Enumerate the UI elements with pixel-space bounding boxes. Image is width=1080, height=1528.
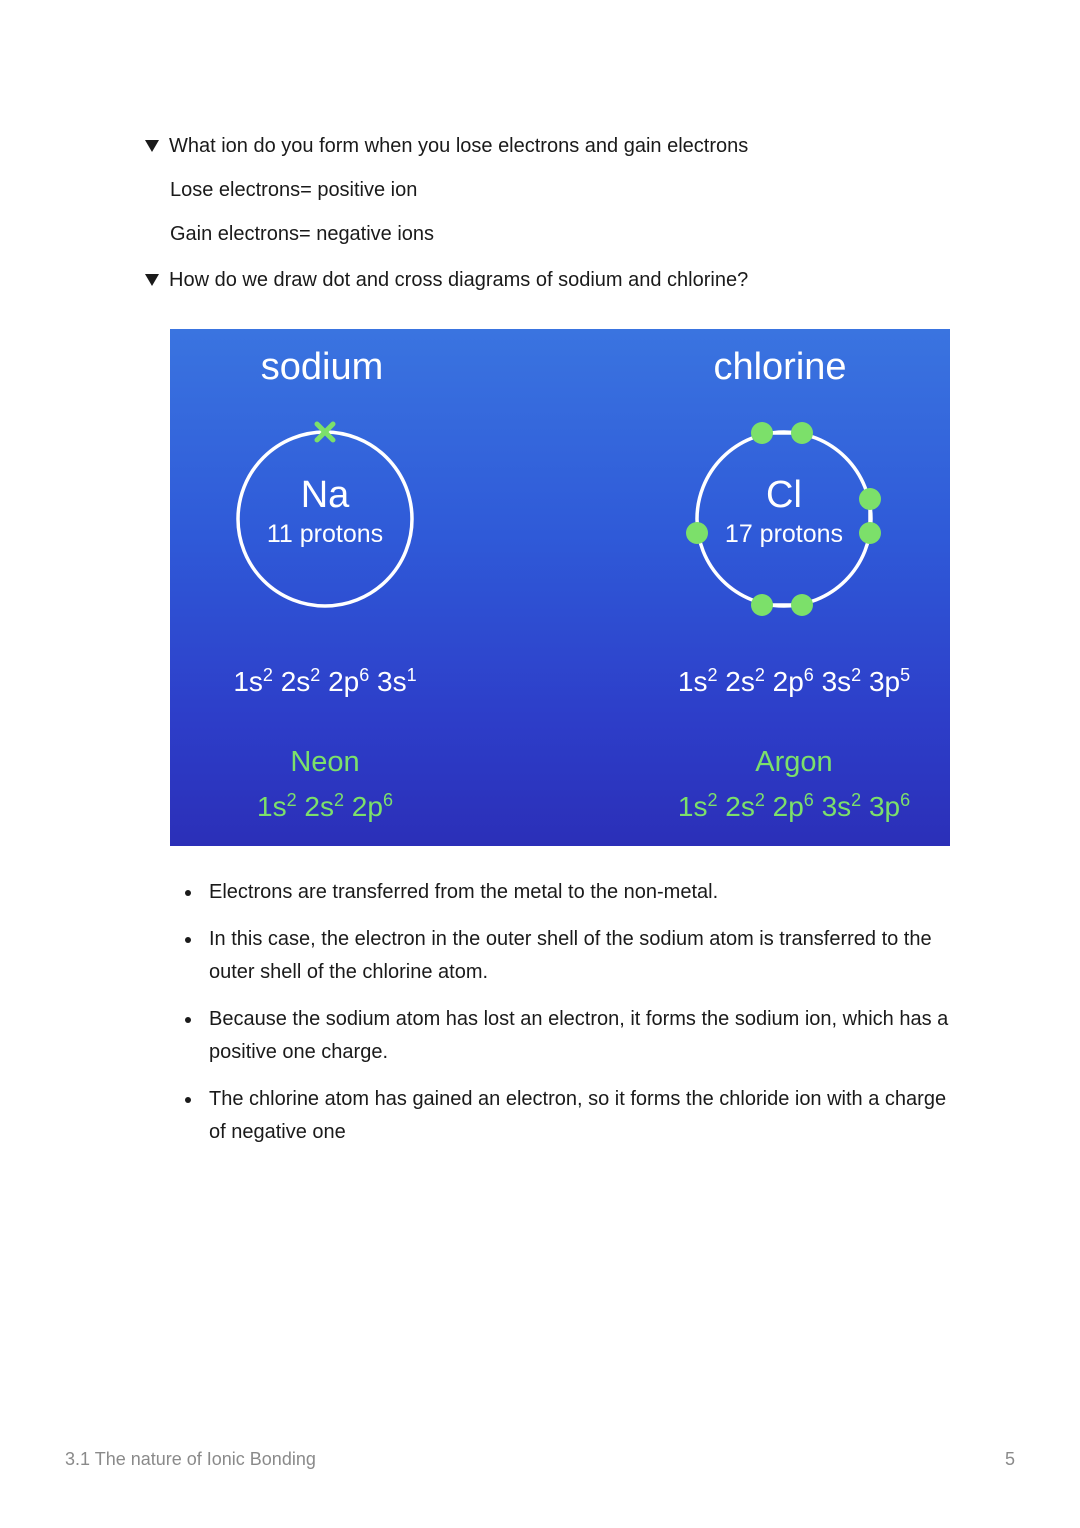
- chlorine-shell: [697, 432, 871, 606]
- atom-name-chlorine: chlorine: [713, 346, 847, 388]
- config-superscript: 2: [851, 790, 862, 810]
- answer-line: Lose electrons= positive ion: [170, 179, 418, 201]
- config-term: 2p: [344, 791, 383, 822]
- config-superscript: 6: [382, 790, 393, 810]
- electron-dot: [791, 594, 813, 616]
- config-neon: [257, 790, 393, 822]
- protons-cl: 17 protons: [724, 520, 844, 548]
- config-term: 3p: [861, 666, 901, 697]
- config-term: 2p: [320, 666, 360, 697]
- toggle-question: How do we draw dot and cross diagrams of sodium and chlorine?: [169, 269, 749, 291]
- toggle-triangle-icon[interactable]: [145, 274, 159, 286]
- toggle-question: What ion do you form when you lose electrons and gain electrons: [169, 135, 749, 157]
- config-superscript: 2: [707, 665, 718, 685]
- electron-dot: [751, 594, 773, 616]
- electron-dot: [859, 522, 881, 544]
- dot-cross-diagram-image: [170, 329, 950, 846]
- symbol-na: Na: [300, 474, 350, 516]
- page-number: 5: [1004, 1449, 1015, 1469]
- atom-name-sodium: sodium: [260, 346, 384, 388]
- config-superscript: 5: [900, 665, 911, 685]
- config-term: 1s: [257, 791, 287, 822]
- noble-name-argon: Argon: [755, 746, 833, 778]
- list-item: Electrons are transferred from the metal to the non-metal.: [185, 876, 955, 909]
- config-sodium: [233, 665, 416, 697]
- electron-dot: [859, 488, 881, 510]
- toggle-triangle-icon[interactable]: [145, 140, 159, 152]
- config-superscript: 2: [262, 665, 273, 685]
- config-term: 2p: [764, 791, 804, 822]
- toggle-dot-cross[interactable]: [145, 266, 748, 294]
- electron-dot: [686, 522, 708, 544]
- electron-dot: [791, 422, 813, 444]
- config-term: 3s: [369, 666, 407, 697]
- config-term: 1s: [677, 791, 708, 822]
- symbol-cl: Cl: [766, 474, 802, 516]
- list-item: Because the sodium atom has lost an electron, it forms the sodium ion, which has a positive one charge.: [185, 1003, 955, 1069]
- toggle-ion-formation[interactable]: [145, 132, 748, 160]
- config-term: 1s: [677, 666, 708, 697]
- config-argon: [678, 790, 910, 822]
- config-term: 3s: [813, 791, 852, 822]
- dot-cross-diagram: [170, 329, 950, 846]
- config-term: 3p: [861, 791, 901, 822]
- config-term: 2s: [296, 791, 334, 822]
- electron-dot: [751, 422, 773, 444]
- config-superscript: 2: [333, 790, 345, 810]
- sodium-shell: [238, 432, 412, 606]
- config-superscript: 6: [359, 665, 370, 685]
- config-superscript: 2: [707, 790, 718, 810]
- config-superscript: 2: [286, 790, 297, 810]
- config-term: 2p: [764, 666, 804, 697]
- config-superscript: 2: [754, 665, 765, 685]
- config-superscript: 2: [851, 665, 862, 685]
- config-superscript: 2: [754, 790, 765, 810]
- list-item: In this case, the electron in the outer shell of the sodium atom is transferred to the outer shell of the chlorine atom.: [185, 923, 955, 989]
- config-term: 1s: [233, 666, 263, 697]
- answer-line: Gain electrons= negative ions: [170, 223, 435, 245]
- config-superscript: 6: [803, 790, 814, 810]
- config-term: 3s: [813, 666, 852, 697]
- list-item: The chlorine atom has gained an electron, so it forms the chloride ion with a charge of negative one: [185, 1083, 955, 1149]
- config-term: 2s: [272, 666, 311, 697]
- config-term: 2s: [717, 666, 755, 697]
- explanation-list: [185, 876, 955, 1163]
- config-superscript: 2: [310, 665, 321, 685]
- config-chlorine: [678, 665, 910, 697]
- config-term: 2s: [717, 791, 755, 822]
- noble-name-neon: Neon: [290, 746, 360, 778]
- config-superscript: 6: [900, 790, 911, 810]
- config-superscript: 6: [803, 665, 814, 685]
- footer-title: 3.1 The nature of Ionic Bonding: [65, 1449, 316, 1469]
- protons-na: 11 protons: [266, 520, 384, 548]
- config-superscript: 1: [406, 665, 417, 685]
